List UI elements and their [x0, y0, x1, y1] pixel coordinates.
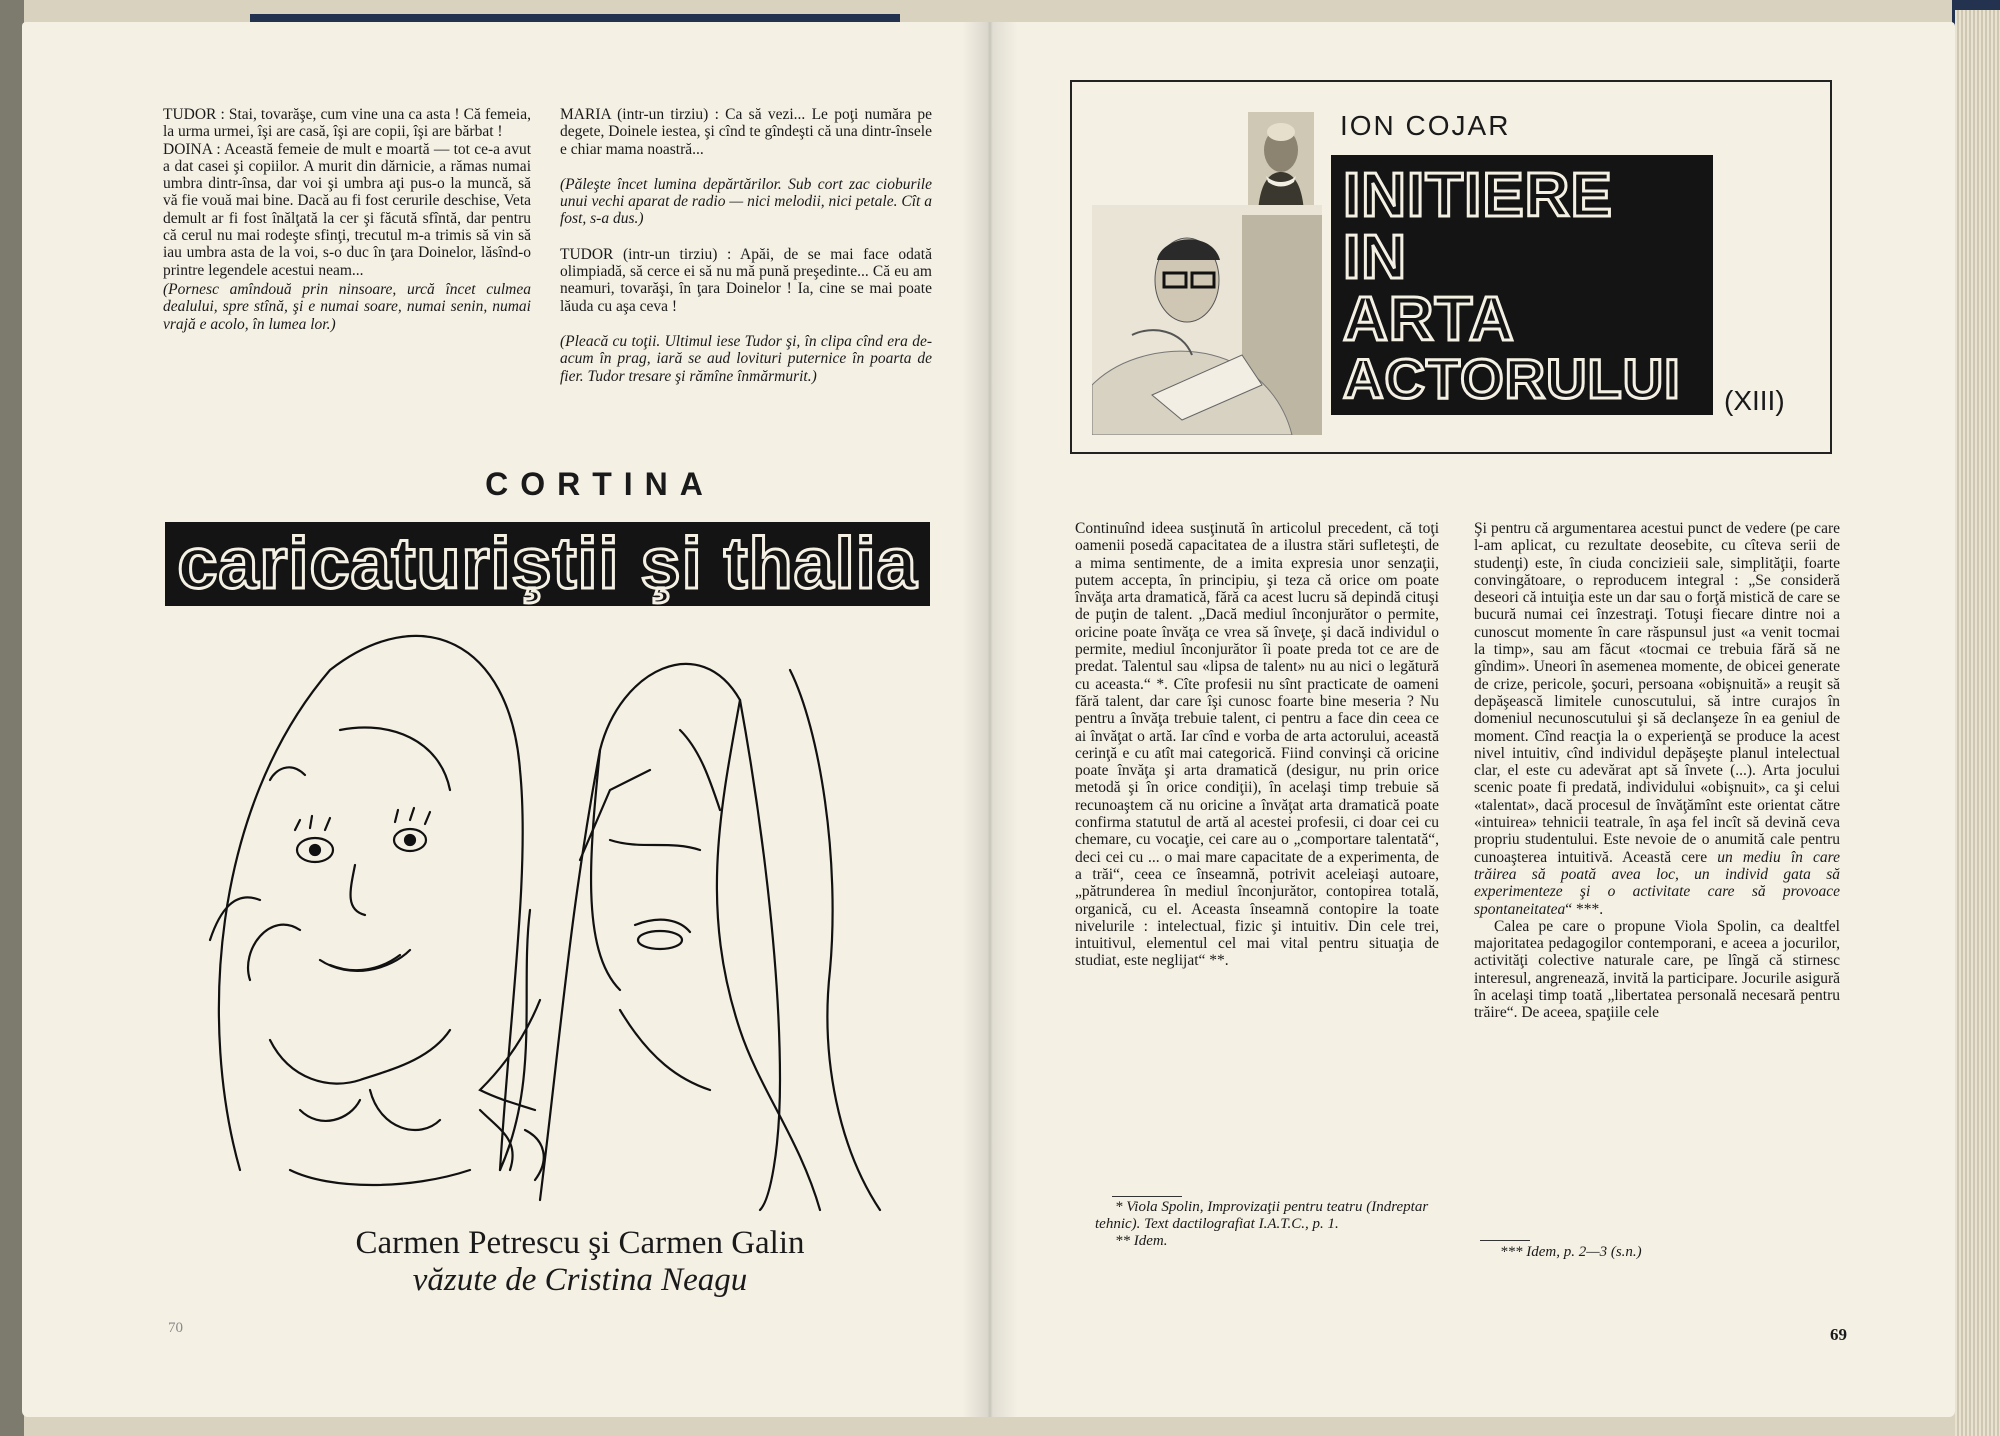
footnote: *** Idem, p. 2—3 (s.n.) [1500, 1244, 1642, 1260]
article-paragraph: Calea pe care o propune Viola Spolin, ca dealtfel majoritatea pedagogilor contemporani, e aceea a jocurilor, activităţi colective naturale care, pe lîngă că stirnesc interesul, angrenează, invită la participare. Jocurile asigură în acelaşi timp toată „libertatea personală necesară pentru trăire“. De aceea, spaţiile cele [1474, 917, 1840, 1022]
article-paragraph: Continuînd ideea susţinută în articolul precedent, că toţi oamenii posedă capacitatea de a ilustra stări sufleteşti, de a mima sentimente, de a imita expresia unor senzaţii, putem accepta, în principiu, şi teza că orice om poate învăţa arta dramatică, fără ca acest lucru să depindă cituşi de puţin de talent. „Dacă mediul înconjurător o permite, oricine poate învăţa ce vrea să înveţe, şi dacă individul o permite, mediul înconjurător îi poate preda tot ce are de predat. Talentul sau «lipsa de talent» nu au nici o legătură cu aceasta.“ *. Cîte profesii nu sînt practicate de oameni fără talent, dar care îşi cunosc foarte bine meseria ? Nu pentru a învăţa trebuie talent, ci pentru a face din ceea ce ai învăţat o artă. Iar cînd e vorba de arta actorului, această cerinţă e cu atît mai categorică. Fiind convinşi că oricine poate învăţa şi arta dramatică (desigur, nu prin orice metodă şi în orice condiţii), în acelaşi timp trebuie să recunoaştem că nu oricine a învăţat arta dramatică poate confirma statutul de artă al acestei profesii, ci doar cei cu chemare, cu vocaţie, cei care au o „comportare talentată“, deci cei cu ... o mai mare capacitate de a experimenta, de a trăi“, ceea ce înseamnă, potrivit aceleiaşi autoare, „pătrunderea în mediul înconjurător, contopirea totală, organică, cu el. Aceasta înseamnă contopire la toate nivelurile : intelectual, fizic şi intuitiv. Din cele trei, intuitivul, elementul cel mai vital pentru situaţia de studiat, este neglijat“ **. [1075, 520, 1439, 970]
stage-direction: (Pornesc amîndouă prin ninsoare, urcă încet culmea dealului, spre stînă, şi e numai soare, numai senin, numai vrajă e acolo, în lumea lor.) [163, 280, 531, 333]
article-paragraph [1474, 520, 1840, 918]
left-column-2 [560, 106, 932, 385]
right-column-2 [1474, 520, 1840, 1022]
dialogue-tudor: TUDOR (intr-un tirziu) : Apăi, de se mai face odată olimpiadă, să cerce ei să nu mă pună preşedinte... Că eu am neamuri, tovarăşi, în ţara Doinelor ! Ia, cine se mai poate lăuda cu aşa ceva ! [560, 245, 932, 315]
curtain-heading: CORTINA [485, 466, 715, 502]
book-edge [0, 0, 24, 1436]
page-number-right: 69 [1830, 1325, 1847, 1344]
caricature-caption: Carmen Petrescu şi Carmen Galin [355, 1225, 805, 1261]
title-line-3: ARTA [1343, 285, 1515, 354]
book-gutter [962, 22, 1018, 1417]
author-photo [1092, 205, 1322, 435]
footnotes-right [1500, 1244, 1830, 1261]
right-column-1 [1075, 520, 1439, 970]
article-text: Şi pentru că argumentarea acestui punct de vedere (pe care l-am aplicat, cu rezultate deosebite, cu cîteva serii de studenţi) este, în ciuda concizieii sale, simplităţii, foarte convingătoare, o reproducem integral : „Se consideră deseori că intuiţia este un dar sau o forţă mistică de care se bucură numai cei înzestraţi. Totuşi fiecare dintre noi a cunoscut momente în care răspunsul just «a venit tocmai la timp», sau am făcut «tocmai ce trebuia fără să ne gîndim». Uneori în asemenea momente, de obicei generate de crize, pericole, şocuri, persoana «obişnuită» a reuşit să depăşească limitele cunoscutului, să intre curajos în domeniul necunoscutului şi să declanşeze în ea geniul de moment. Cînd reacţia la o experienţă se produce la acest nivel intuitiv, cînd individul depăşeşte planul intelectual clar, el este cu adevărat apt să învete (...). Arta jocului scenic poate fi predată, individului «obişnuit», ca şi celui «talentat», dacă procesul de învăţămînt este orientat către «intuirea» tehnicii teatrale, în aşa fel incît să devină ceva propriu studentului. Este nevoie de o anumită cale pentru cunoaşterea intuitivă. Această cere [1474, 520, 1840, 866]
footnote: * Viola Spolin, Improvizaţii pentru teatru (Indreptar tehnic). Text dactilografiat I.A.T.C., p. 1. [1095, 1199, 1429, 1232]
profile-eye [638, 931, 682, 949]
stage-direction: (Pleacă cu toţii. Ultimul iese Tudor şi, în clipa cînd era de-acum în prag, iară se aud lovituri puternice în poarta de fier. Tudor tresare şi rămîne înmărmurit.) [560, 332, 932, 385]
footnote-rule [1112, 1196, 1182, 1197]
footnote: ** Idem. [1115, 1233, 1168, 1249]
title-line-2: IN [1343, 223, 1407, 292]
article-text: “ ***. [1565, 900, 1604, 918]
dialogue-tudor: TUDOR : Stai, tovarăşe, cum vine una ca asta ! Că femeia, la urma urmei, îşi are casă, îşi are copii, îşi are bărbat ! [163, 106, 531, 141]
caricature-credit: văzute de Cristina Neagu [412, 1262, 748, 1298]
dialogue-maria: MARIA (intr-un tirziu) : Ca să vezi... Le poţi număra pe degete, Doinele iestea, şi cînd te gîndeşti că una dintr-însele e chiar mama noastră... [560, 106, 932, 158]
stage-direction: (Păleşte încet lumina depărtărilor. Sub cort zac cioburile unui vechi aparat de radio — nici melodii, nici petale. Cît a fost, s-a dus.) [560, 175, 932, 228]
profile-nose [480, 1000, 540, 1110]
banner-text: caricaturiştii şi thalia [177, 524, 918, 604]
page-stack [1955, 10, 2000, 1436]
dialogue-doina: DOINA : Această femeie de mult e moartă — tot ce-a avut a dat casei şi copiilor. A murit din dărnicie, a rămas numai umbra dintr-însa, dar voi şi umbra aţi pus-o la muncă, să vă fie vouă mai bine. Dacă au fi fost cerurile deschise, Veta demult ar fi fost înălţată la cer şi făcută sfîntă, dar pentru că cerul nu mai rodeşte sfinţi, trecutul m-a trimis să vin să iau umbra asta de la voi, s-o duc în ţara Doinelor, lăsînd-o printre legendele acestui neam... [163, 140, 531, 279]
page-number-left: 70 [168, 1320, 183, 1336]
title-line-4: ACTORULUI [1343, 347, 1681, 410]
left-column-1 [163, 106, 531, 333]
series-number: (XIII) [1724, 385, 1785, 416]
article-quote-italic: un mediu în care trăirea să poată avea loc, un individ gata să experimenteze şi o activitate care să provoace spontaneitatea [1474, 848, 1840, 918]
hair-outline-right [540, 664, 740, 1200]
shakespeare-portrait [1248, 112, 1314, 212]
title-line-1: INITIERE [1343, 161, 1613, 230]
section-banner [165, 522, 930, 606]
footnote-rule [1480, 1240, 1530, 1241]
footnotes-left [1095, 1199, 1445, 1250]
caricature-drawing [180, 610, 920, 1220]
article-author: ION COJAR [1340, 110, 1511, 141]
